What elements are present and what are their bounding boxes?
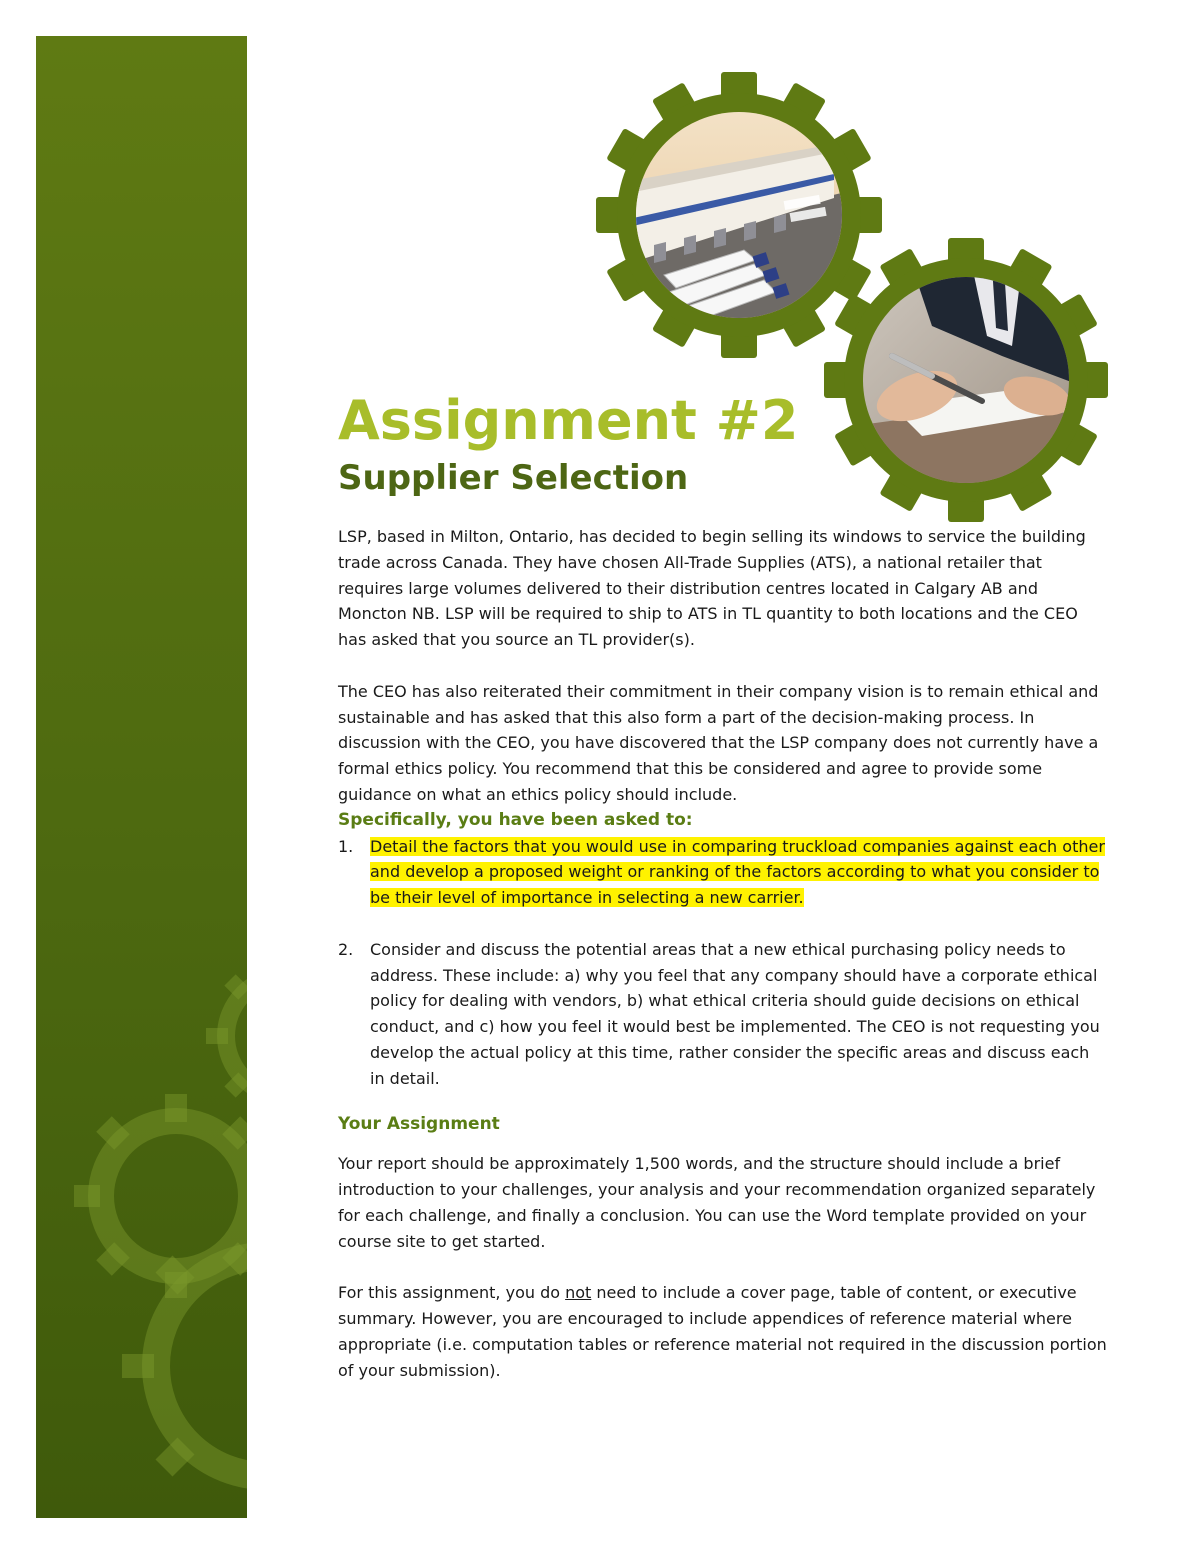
assignment-subtitle: Supplier Selection (338, 458, 689, 498)
task-item-2 (338, 937, 1108, 1092)
assignment-paragraph-2-end: need to include a cover page, table of content, or executive summary. However, you are encouraged to include appendices of reference material where appropriate (i.e. computation tables or reference material not required in the discussion portion of your submission). (338, 1283, 1107, 1380)
task-number-2: 2. (338, 939, 354, 959)
sidebar-panel (36, 36, 247, 1518)
assignment-title: Assignment #2 (338, 389, 799, 452)
assignment-body (338, 524, 1108, 1384)
task-text-2: Consider and discuss the potential areas that a new ethical purchasing policy needs to address. These include: a) why you feel that any company should have a corporate ethical policy for dealing with vendors, b) what ethical criteria should guide decisions on ethical conduct, and c) how you feel it would best be implemented. The CEO is not requesting you develop the actual policy at this time, rather consider the specific areas and discuss each in detail. (370, 939, 1100, 1088)
intro-paragraph-1: LSP, based in Milton, Ontario, has decided to begin selling its windows to service the building trade across Canada. They have chosen All-Trade Supplies (ATS), a national retailer that requires large volumes delivered to their distribution centres located in Calgary AB and Moncton NB. LSP will be required to ship to ATS in TL quantity to both locations and the CEO has asked that you source an TL provider(s). (338, 527, 1086, 650)
emphasis-not: not (565, 1283, 592, 1303)
task-item-1 (338, 834, 1108, 911)
tasks-heading: Specifically, you have been asked to: (338, 809, 693, 830)
assignment-paragraph-2 (338, 1280, 1108, 1383)
tasks-list (338, 834, 1108, 1092)
task-number-1: 1. (338, 836, 354, 856)
your-assignment-heading: Your Assignment (338, 1113, 500, 1134)
contract-gear-image (822, 236, 1110, 524)
task-text-1: Detail the factors that you would use in comparing truckload companies against each other and develop a proposed weight or ranking of the factors according to what you consider to be their level of importance in selecting a new carrier. (370, 836, 1105, 908)
assignment-paragraph-2-start: For this assignment, you do (338, 1283, 566, 1303)
background-gears-decoration (36, 36, 247, 1518)
intro-paragraph-2: The CEO has also reiterated their commitment in their company vision is to remain ethical and sustainable and has asked that this also form a part of the decision-making process. In discussion with the CEO, you have discovered that the LSP company does not currently have a formal ethics policy. You recommend that this be considered and agree to provide some guidance on what an ethics policy should include. (338, 681, 1099, 804)
assignment-paragraph-1: Your report should be approximately 1,500 words, and the structure should include a brief introduction to your challenges, your analysis and your recommendation organized separately for each challenge, and finally a conclusion. You can use the Word template provided on your course site to get started. (338, 1154, 1096, 1251)
